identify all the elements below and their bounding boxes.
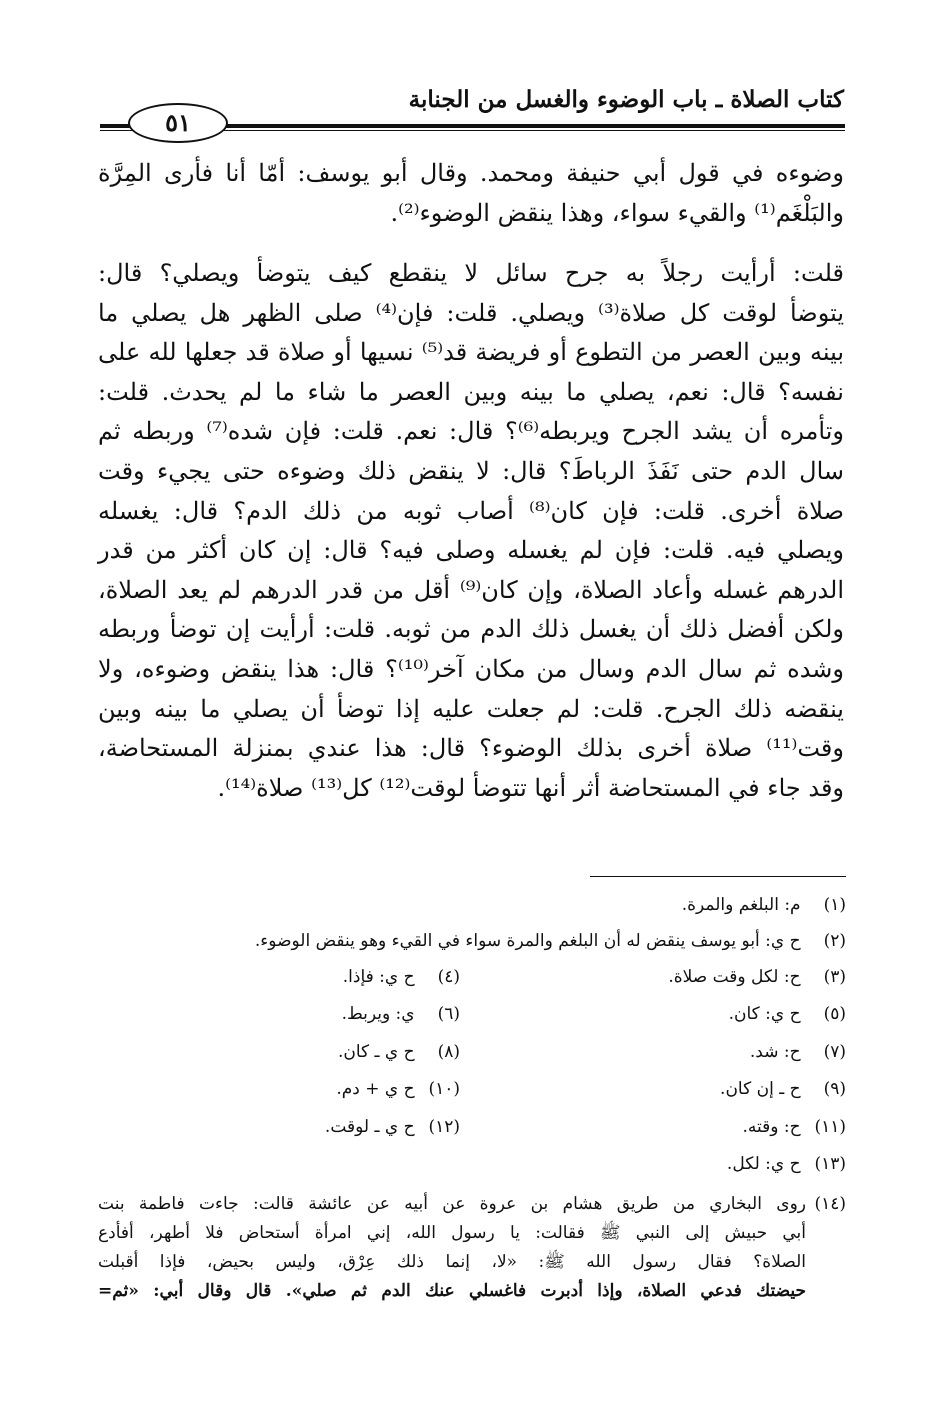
footnote-number: (١٠) bbox=[428, 1079, 460, 1099]
text-line: وضوءه في قول أبي حنيفة ومحمد. وقال أبو يوسف: أمّا أنا فأرى المِرَّة bbox=[98, 159, 844, 187]
text-line: ويصلي فيه. قلت: فإن لم يغسله وصلى فيه؟ قال: إن كان أكثر من قدر bbox=[98, 536, 844, 565]
footnote-1 bbox=[682, 893, 846, 917]
footnote-text: ح ي + دم. bbox=[336, 1079, 415, 1099]
footnote-3 bbox=[668, 965, 846, 989]
footnote-number: (٧) bbox=[823, 1042, 846, 1062]
paragraph-2 bbox=[98, 254, 844, 808]
footnote-number: (٦) bbox=[437, 1004, 460, 1024]
footnote-text: ح ي: كان. bbox=[728, 1004, 801, 1024]
footnote-4 bbox=[343, 965, 460, 989]
text-line: وشده ثم سال الدم وسال من مكان آخر⁽¹⁰⁾؟ قال: هذا ينقض وضوءه، ولا bbox=[98, 654, 844, 683]
footnote-2 bbox=[255, 929, 846, 953]
footnote-text: ح ي ـ كان. bbox=[337, 1042, 415, 1062]
footnote-text: ح: شد. bbox=[749, 1042, 801, 1062]
footnote-7 bbox=[750, 1040, 846, 1064]
footnote-12 bbox=[325, 1115, 460, 1139]
footnote-8 bbox=[338, 1040, 460, 1064]
footnote-number: (٢) bbox=[823, 931, 846, 951]
footnote-number: (٨) bbox=[437, 1042, 460, 1062]
text-line: وقت⁽¹¹⁾ صلاة أخرى بذلك الوضوء؟ قال: هذا عندي بمنزلة المستحاضة، bbox=[98, 734, 844, 763]
footnote-text: م: البلغم والمرة. bbox=[681, 895, 801, 915]
paragraph-1 bbox=[98, 154, 844, 233]
footnote-line: الصلاة؟ فقال رسول الله ﷺ: «لا، إنما ذلك عِرْق، وليس بحيض، فإذا أقبلت bbox=[98, 1252, 806, 1272]
footnote-text: ح ي: أبو يوسف ينقض له أن البلغم والمرة سواء في القيء وهو ينقض الوضوء. bbox=[254, 931, 801, 951]
text-line: ولكن أفضل ذلك أن يغسل ذلك الدم من ثوبه. قلت: أرأيت إن توضأ وربطه bbox=[98, 615, 844, 644]
footnote-number: (٩) bbox=[823, 1079, 846, 1099]
text-line: يتوضأ لوقت كل صلاة⁽³⁾ ويصلي. قلت: فإن⁽⁴⁾ صلى الظهر هل يصلي ما bbox=[98, 298, 845, 327]
running-title: كتاب الصلاة ـ باب الوضوء والغسل من الجنابة bbox=[408, 86, 844, 113]
footnote-number: (١٤) bbox=[814, 1194, 846, 1214]
footnote-text: ي: ويربط. bbox=[341, 1004, 415, 1024]
text-line: والبَلْغَم⁽¹⁾ والقيء سواء، وهذا ينقض الوضوء⁽²⁾. bbox=[390, 198, 844, 227]
footnote-text: روى البخاري من طريق هشام بن عروة عن أبيه عن عائشة قالت: جاءت فاطمة بنت bbox=[98, 1194, 806, 1214]
footnote-number: (١١) bbox=[814, 1117, 846, 1137]
footnote-14 bbox=[98, 1190, 846, 1306]
footnote-text: ح ي: فإذا. bbox=[342, 967, 415, 987]
footnote-6 bbox=[342, 1002, 460, 1026]
text-line: نفسه؟ قال: نعم، يصلي ما بينه وبين العصر ما شاء ما لم يحدث. قلت: bbox=[98, 377, 844, 406]
footnote-number: (١٢) bbox=[428, 1117, 460, 1137]
text-line: قلت: أرأيت رجلاً به جرح سائل لا ينقطع كيف يتوضأ ويصلي؟ قال: bbox=[98, 259, 844, 287]
footnote-5 bbox=[729, 1002, 846, 1026]
page-number: ٥١ bbox=[128, 103, 228, 143]
text-line: سال الدم حتى نَفَذَ الرباطَ؟ قال: لا ينقض ذلك وضوءه حتى يجيء وقت bbox=[98, 456, 844, 485]
footnote-text: ح ي: لكل. bbox=[726, 1154, 801, 1174]
footnote-line: حيضتك فدعي الصلاة، وإذا أدبرت فاغسلي عنك الدم ثم صلي». قال وقال أبي: «ثم= bbox=[98, 1281, 806, 1301]
text-line: بينه وبين العصر من التطوع أو فريضة قد⁽⁵⁾ نسيها أو صلاة قد جعلها لله على bbox=[98, 338, 845, 367]
footnote-line: أبي حبيش إلى النبي ﷺ فقالت: يا رسول الله، إني امرأة أستحاض فلا أطهر، أفأدع bbox=[98, 1223, 807, 1243]
text-line: وقد جاء في المستحاضة أثر أنها تتوضأ لوقت⁽¹²⁾ كل⁽¹³⁾ صلاة⁽¹⁴⁾. bbox=[217, 773, 844, 802]
text-line: صلاة أخرى. قلت: فإن كان⁽⁸⁾ أصاب ثوبه من ذلك الدم؟ قال: يغسله bbox=[98, 496, 845, 525]
footnote-number: (١٣) bbox=[814, 1154, 846, 1174]
footnote-13 bbox=[727, 1152, 846, 1176]
footnote-text: ح ـ إن كان. bbox=[720, 1079, 801, 1099]
footnote-10 bbox=[336, 1077, 460, 1101]
text-line: ينقضه ذلك الجرح. قلت: لم جعلت عليه إذا توضأ أن يصلي ما بينه وبين bbox=[98, 694, 844, 723]
footnote-11 bbox=[743, 1115, 847, 1139]
footnote-text: ح: لكل وقت صلاة. bbox=[668, 967, 801, 987]
footnote-text: ح ي ـ لوقت. bbox=[324, 1117, 415, 1137]
text-line: وتأمره أن يشد الجرح ويربطه⁽⁶⁾؟ قال: نعم. قلت: فإن شده⁽⁷⁾ وربطه ثم bbox=[98, 417, 844, 446]
footnote-number: (٤) bbox=[437, 967, 460, 987]
footnote-separator bbox=[590, 876, 846, 877]
text-line: الدرهم غسله وأعاد الصلاة، وإن كان⁽⁹⁾ أقل من قدر الدرهم لم يعد الصلاة، bbox=[98, 575, 844, 604]
footnote-number: (٥) bbox=[823, 1004, 846, 1024]
footnote-text: ح: وقته. bbox=[742, 1117, 801, 1137]
footnote-number: (٣) bbox=[823, 967, 846, 987]
footnote-number: (١) bbox=[823, 895, 846, 915]
footnote-9 bbox=[720, 1077, 846, 1101]
footnote-line bbox=[98, 1190, 846, 1219]
